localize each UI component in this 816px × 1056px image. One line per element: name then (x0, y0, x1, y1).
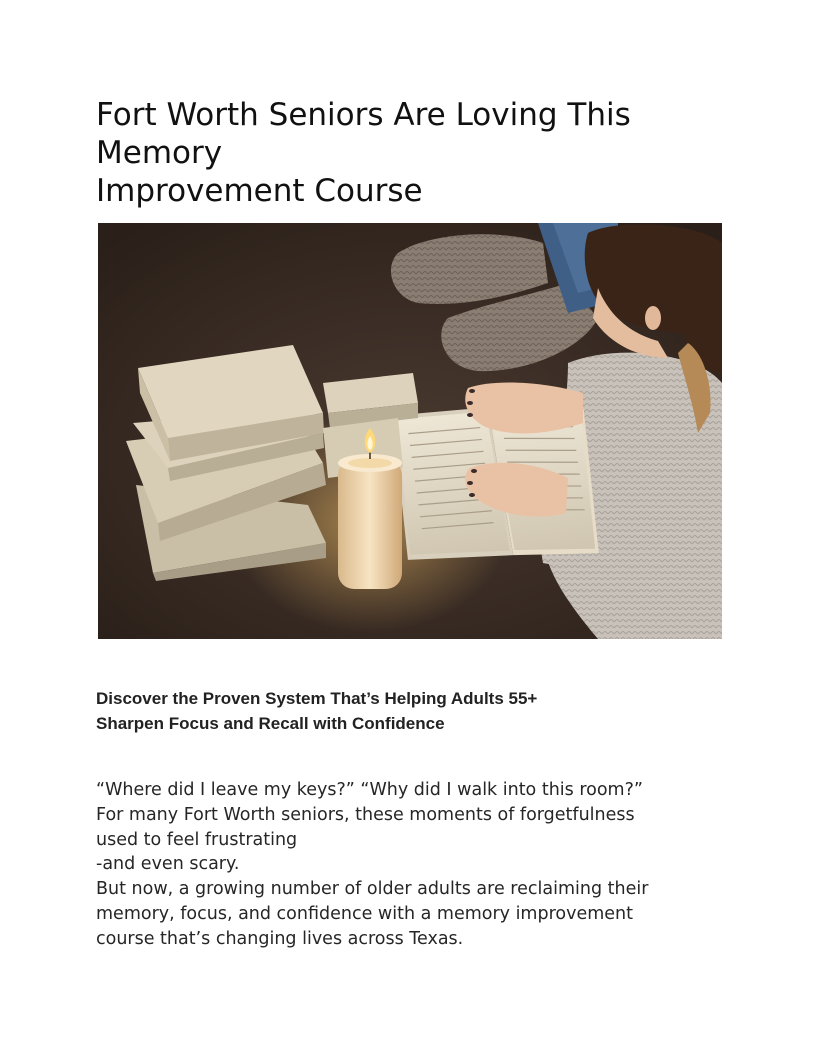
subheading-line: Discover the Proven System That’s Helping Adults 55+ (96, 689, 538, 708)
title-line: Memory (96, 135, 223, 171)
hero-image (98, 223, 722, 639)
article-subheading (96, 686, 726, 736)
article-body (96, 778, 726, 952)
body-line: For many Fort Worth seniors, these moments of forgetfulness (96, 804, 635, 825)
body-line: course that’s changing lives across Texas. (96, 928, 464, 949)
article-title (96, 96, 726, 210)
title-line: Fort Worth Seniors Are Loving This (96, 97, 631, 133)
title-line: Improvement Course (96, 173, 423, 209)
body-line: -and even scary. (96, 854, 240, 875)
body-line: used to feel frustrating (96, 829, 298, 850)
body-line: But now, a growing number of older adults are reclaiming their (96, 879, 649, 900)
body-line: “Where did I leave my keys?” “Why did I walk into this room?” (96, 780, 643, 800)
photo-woman-reading-books-candle-icon (98, 223, 722, 639)
body-line: memory, focus, and confidence with a memory improvement (96, 903, 633, 924)
subheading-line: Sharpen Focus and Recall with Confidence (96, 714, 445, 733)
